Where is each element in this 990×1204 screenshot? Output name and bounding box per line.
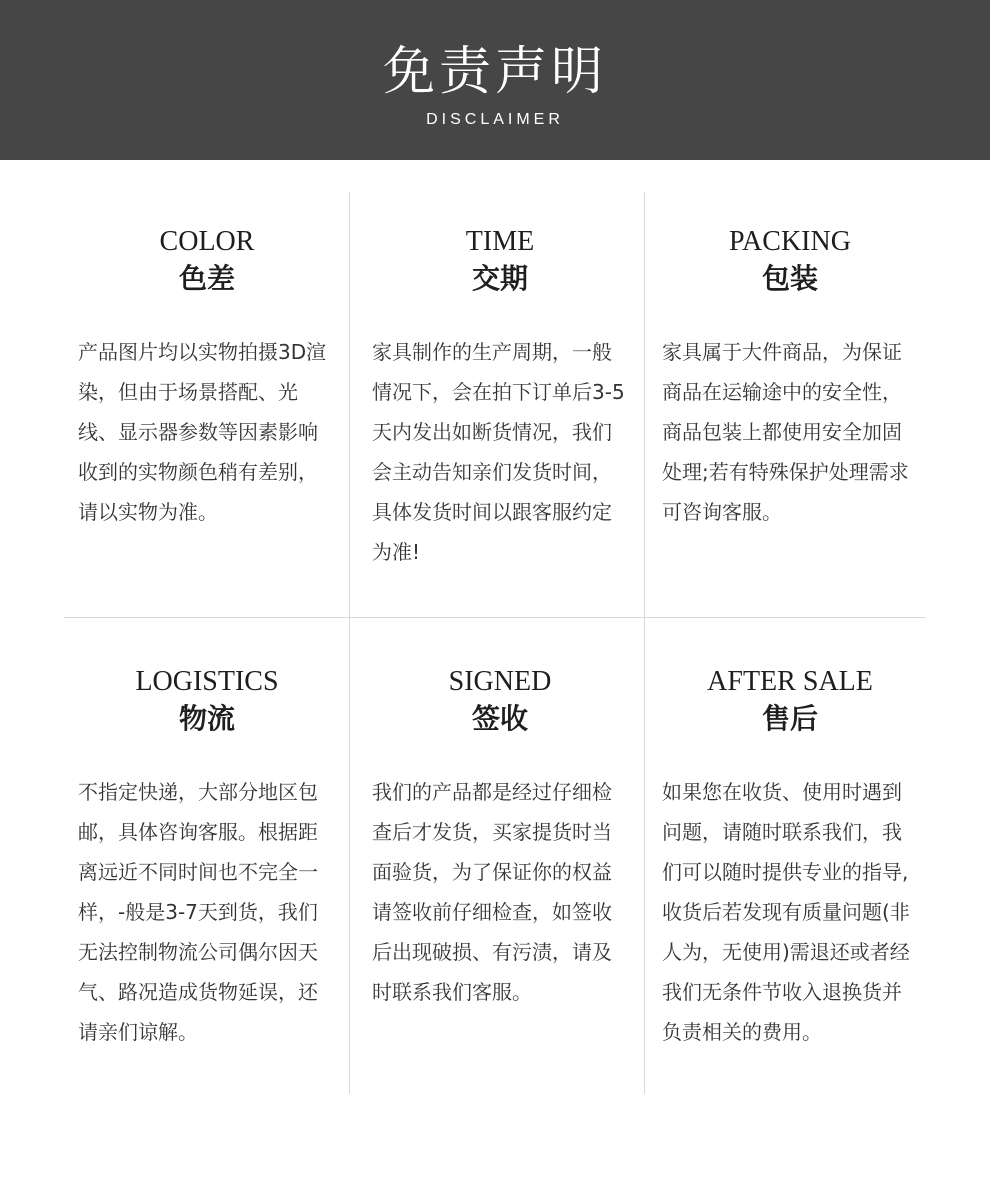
- section-after-sale: [662, 666, 918, 1052]
- section-title-zh: 色差: [178, 262, 235, 295]
- section-title-en: SIGNED: [448, 666, 552, 697]
- disclaimer-header: [0, 0, 990, 160]
- section-packing: [662, 226, 918, 532]
- column-divider: [644, 192, 645, 1094]
- section-title-zh: 包装: [761, 262, 818, 295]
- section-body: 我们的产品都是经过仔细检查后才发货，买家提货时当面验货，为了保证你的权益请签收前仔细检查，如签收后出现破损、有污渍，请及时联系我们客服。: [372, 780, 612, 1004]
- section-body: 家具属于大件商品，为保证商品在运输途中的安全性，商品包装上都使用安全加固处理;若有特殊保护处理需求可咨询客服。: [662, 340, 909, 524]
- section-title-en: AFTER SALE: [707, 666, 873, 697]
- section-title-en: LOGISTICS: [135, 666, 279, 697]
- section-title-zh: 物流: [178, 702, 235, 735]
- column-divider: [349, 192, 350, 1094]
- section-title-zh: 签收: [471, 702, 528, 735]
- row-divider: [64, 617, 926, 618]
- section-signed: [372, 666, 628, 1012]
- section-color: [78, 226, 336, 532]
- page-subtitle: DISCLAIMER: [426, 111, 564, 128]
- disclaimer-grid: [64, 192, 926, 1094]
- section-title-en: COLOR: [159, 226, 255, 257]
- section-title-zh: 售后: [761, 702, 818, 735]
- section-body: 如果您在收货、使用时遇到问题，请随时联系我们，我们可以随时提供专业的指导,收货后若发现有质量问题(非人为，无使用)需退还或者经我们无条件节收入退换货并负责相关的费用。: [662, 780, 910, 1044]
- section-title-zh: 交期: [471, 262, 528, 295]
- page-title: 免责声明: [382, 42, 607, 102]
- section-title-en: PACKING: [729, 226, 851, 257]
- section-time: [372, 226, 628, 572]
- section-body: 不指定快递，大部分地区包邮，具体咨询客服。根据距离远近不同时间也不完全一样，-般是3-7天到货，我们无法控制物流公司偶尔因天气、路况造成货物延误，还请亲们谅解。: [78, 780, 318, 1044]
- section-title-en: TIME: [465, 226, 535, 257]
- section-body: 家具制作的生产周期，一般情况下，会在拍下订单后3-5天内发出如断货情况，我们会主动告知亲们发货时间，具体发货时间以跟客服约定为准!: [372, 340, 625, 564]
- section-body: 产品图片均以实物拍摄3D渲染，但由于场景搭配、光线、显示器参数等因素影响收到的实物颜色稍有差别，请以实物为准。: [78, 340, 327, 524]
- section-logistics: [78, 666, 336, 1052]
